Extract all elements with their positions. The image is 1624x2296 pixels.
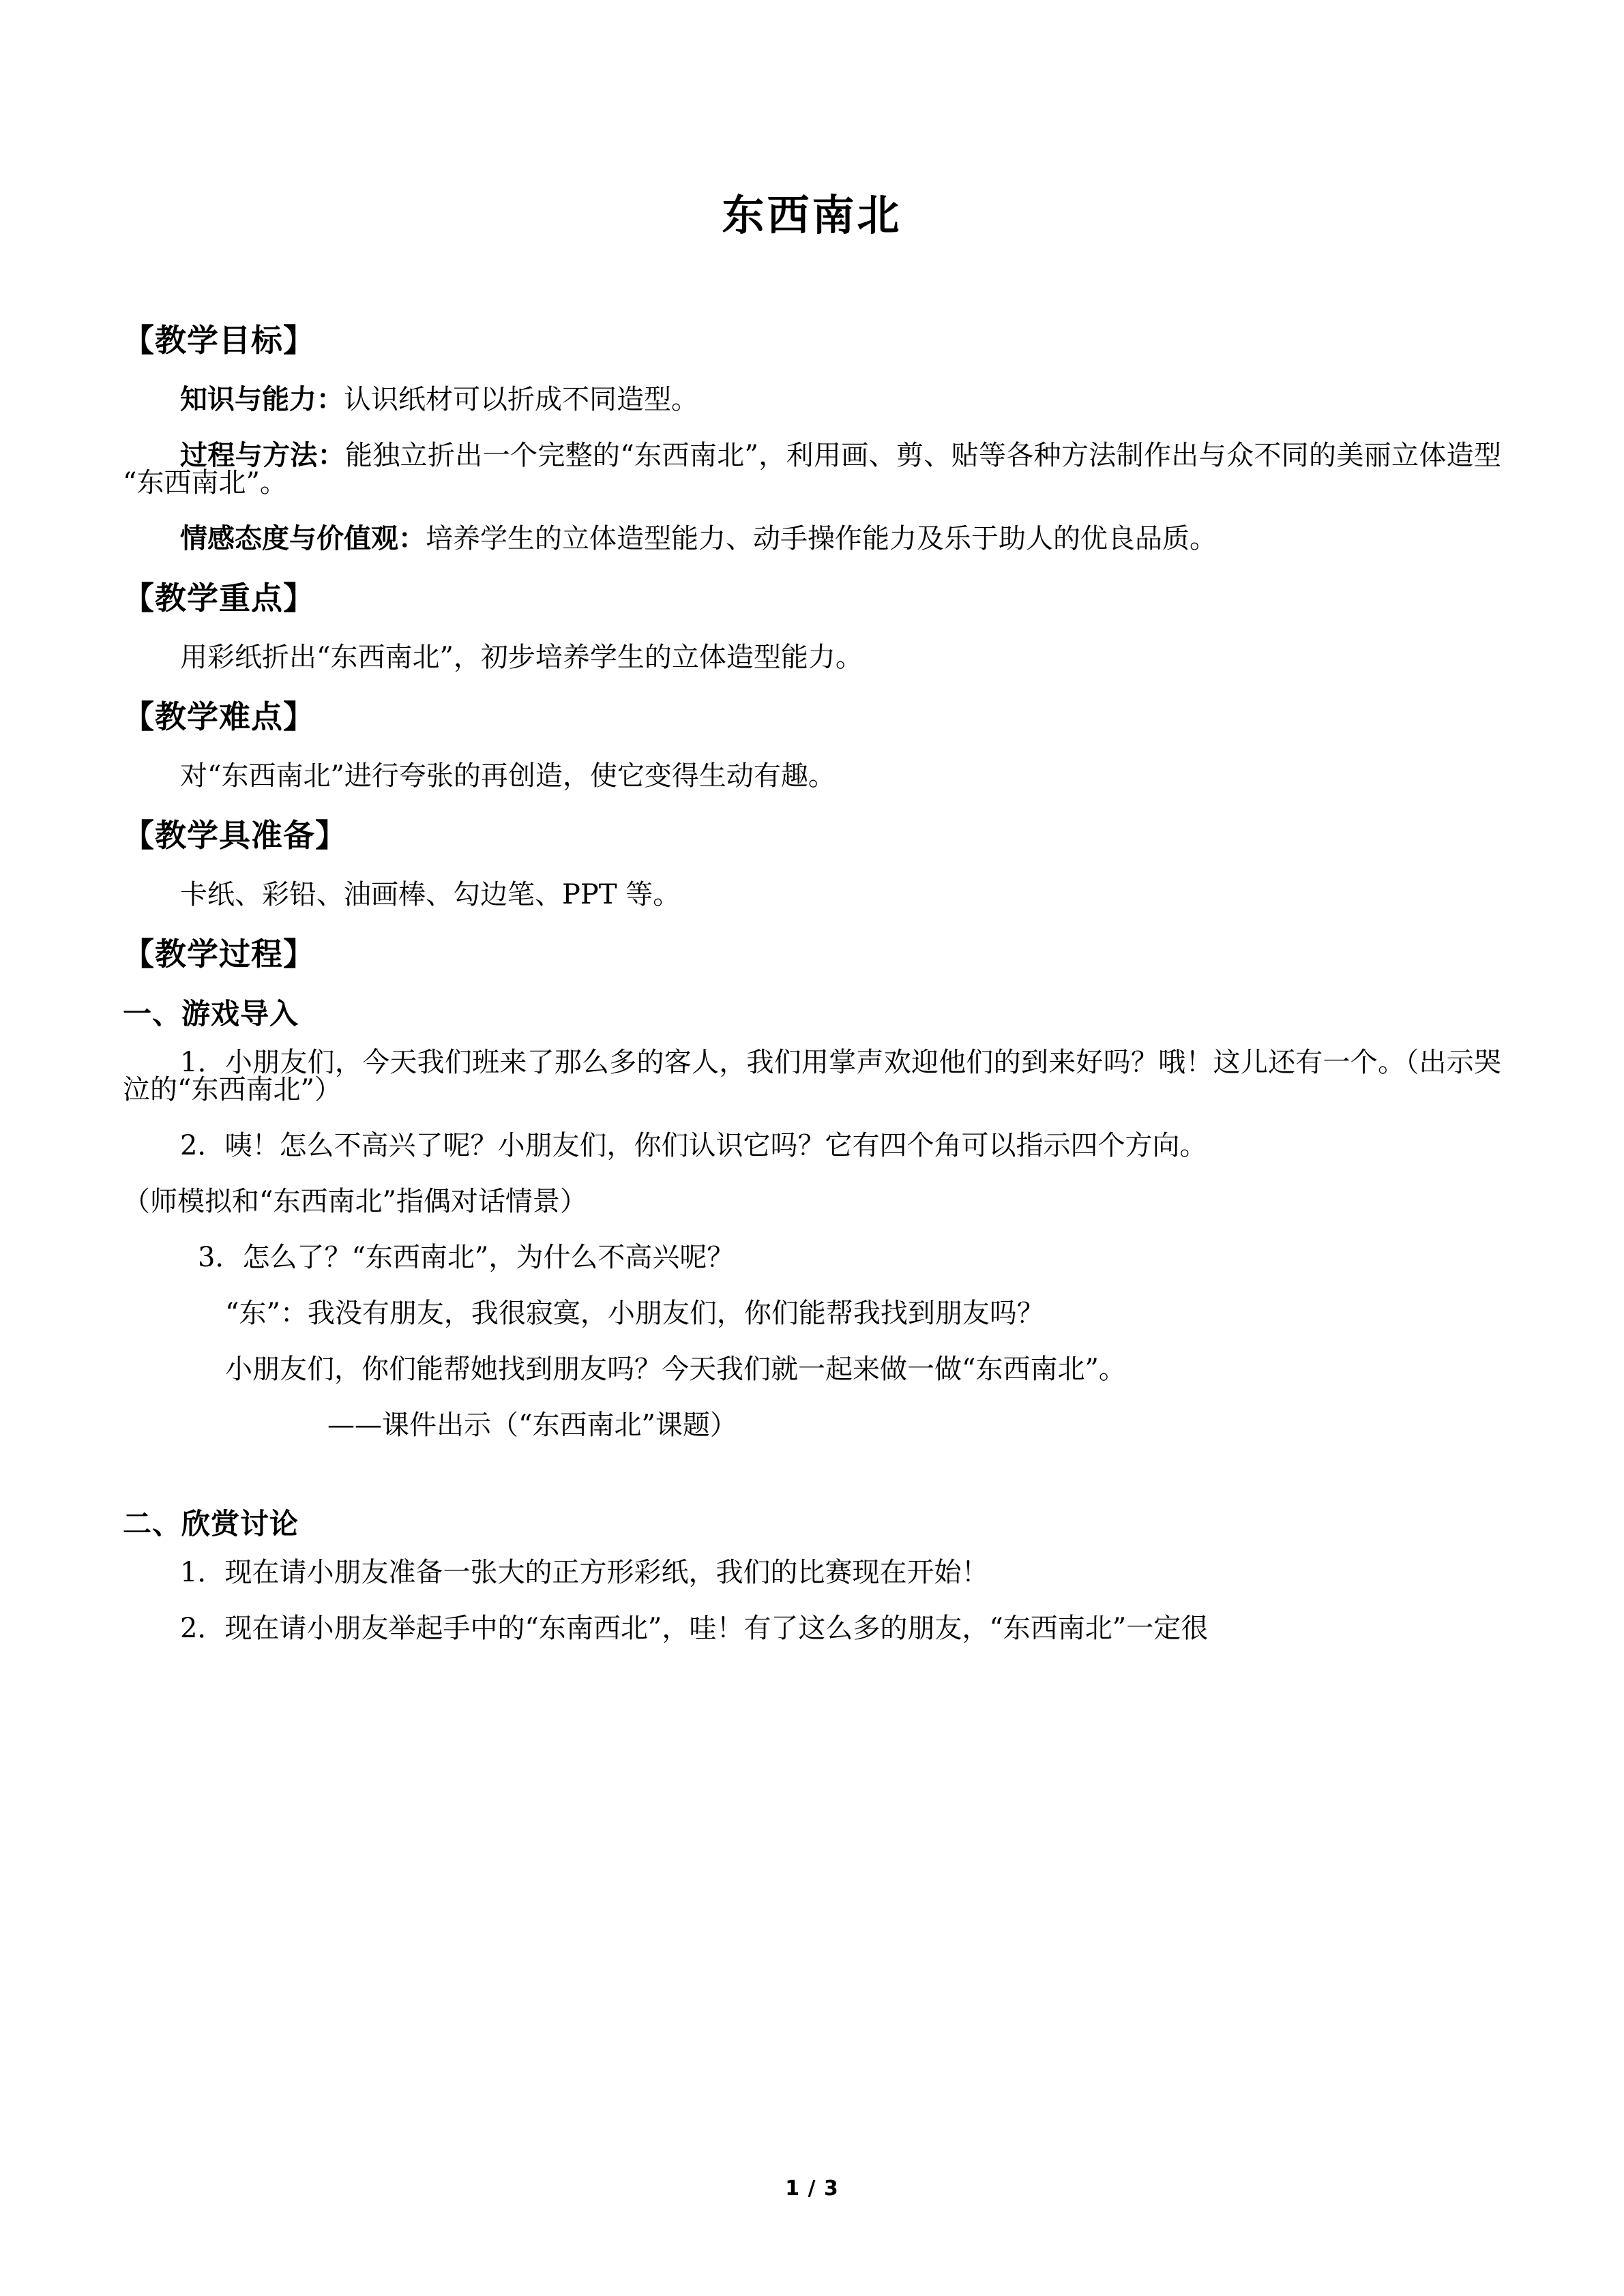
process-line-6: 小朋友们，你们能帮她找到朋友吗？今天我们就一起来做一做“东西南北”。 (225, 1354, 1126, 1386)
objective-process-label: 过程与方法： (180, 439, 346, 472)
materials-text: 卡纸、彩铅、油画棒、勾边笔、PPT 等。 (180, 879, 681, 911)
process-part-two-heading: 二、欣赏讨论 (123, 1507, 299, 1541)
objective-knowledge (123, 383, 1501, 416)
process-line-1: 1．小朋友们，今天我们班来了那么多的客人，我们用掌声欢迎他们的到来好吗？哦！这儿还有一个。（出示哭泣的“东西南北”） (123, 1047, 1501, 1106)
process-line-7: ——课件出示（“东西南北”课题） (327, 1410, 737, 1442)
objective-attitude (123, 522, 1501, 555)
process-line-4: 3．怎么了？“东西南北”，为什么不高兴呢？ (198, 1242, 735, 1274)
objective-process-text: 能独立折出一个完整的“东西南北”，利用画、剪、贴等各种方法制作出与众不同的美丽立体造型 “东西南北”。 (123, 440, 1501, 499)
process-line-3: （师模拟和“东西南北”指偶对话情景） (123, 1186, 587, 1218)
page-footer: 1 / 3 (785, 2177, 839, 2201)
section-heading-process: 【教学过程】 (123, 936, 315, 973)
objective-attitude-label: 情感态度与价值观： (180, 522, 426, 555)
objective-process (123, 439, 1501, 499)
objective-knowledge-label: 知识与能力： (180, 383, 344, 416)
section-heading-materials: 【教学具准备】 (123, 817, 347, 854)
objective-attitude-text: 培养学生的立体造型能力、动手操作能力及乐于助人的优良品质。 (426, 523, 1217, 555)
process-line-2: 2．咦！怎么不高兴了呢？小朋友们，你们认识它吗？它有四个角可以指示四个方向。 (180, 1130, 1207, 1162)
process-two-line-1: 1．现在请小朋友准备一张大的正方形彩纸，我们的比赛现在开始！ (180, 1557, 989, 1589)
section-heading-difficulty: 【教学难点】 (123, 698, 315, 736)
section-heading-objectives: 【教学目标】 (123, 322, 315, 359)
process-part-one-heading: 一、游戏导入 (123, 997, 299, 1031)
objective-knowledge-text: 认识纸材可以折成不同造型。 (344, 384, 698, 416)
keypoint-text: 用彩纸折出“东西南北”，初步培养学生的立体造型能力。 (180, 642, 863, 674)
section-heading-keypoint: 【教学重点】 (123, 580, 315, 617)
difficulty-text: 对“东西南北”进行夸张的再创造，使它变得生动有趣。 (180, 760, 836, 792)
process-two-line-2: 2．现在请小朋友举起手中的“东南西北”，哇！有了这么多的朋友，“东西南北”一定很 (180, 1613, 1209, 1645)
page-title: 东西南北 (722, 190, 902, 240)
process-line-5: “东”：我没有朋友，我很寂寞，小朋友们，你们能帮我找到朋友吗？ (225, 1298, 1044, 1330)
